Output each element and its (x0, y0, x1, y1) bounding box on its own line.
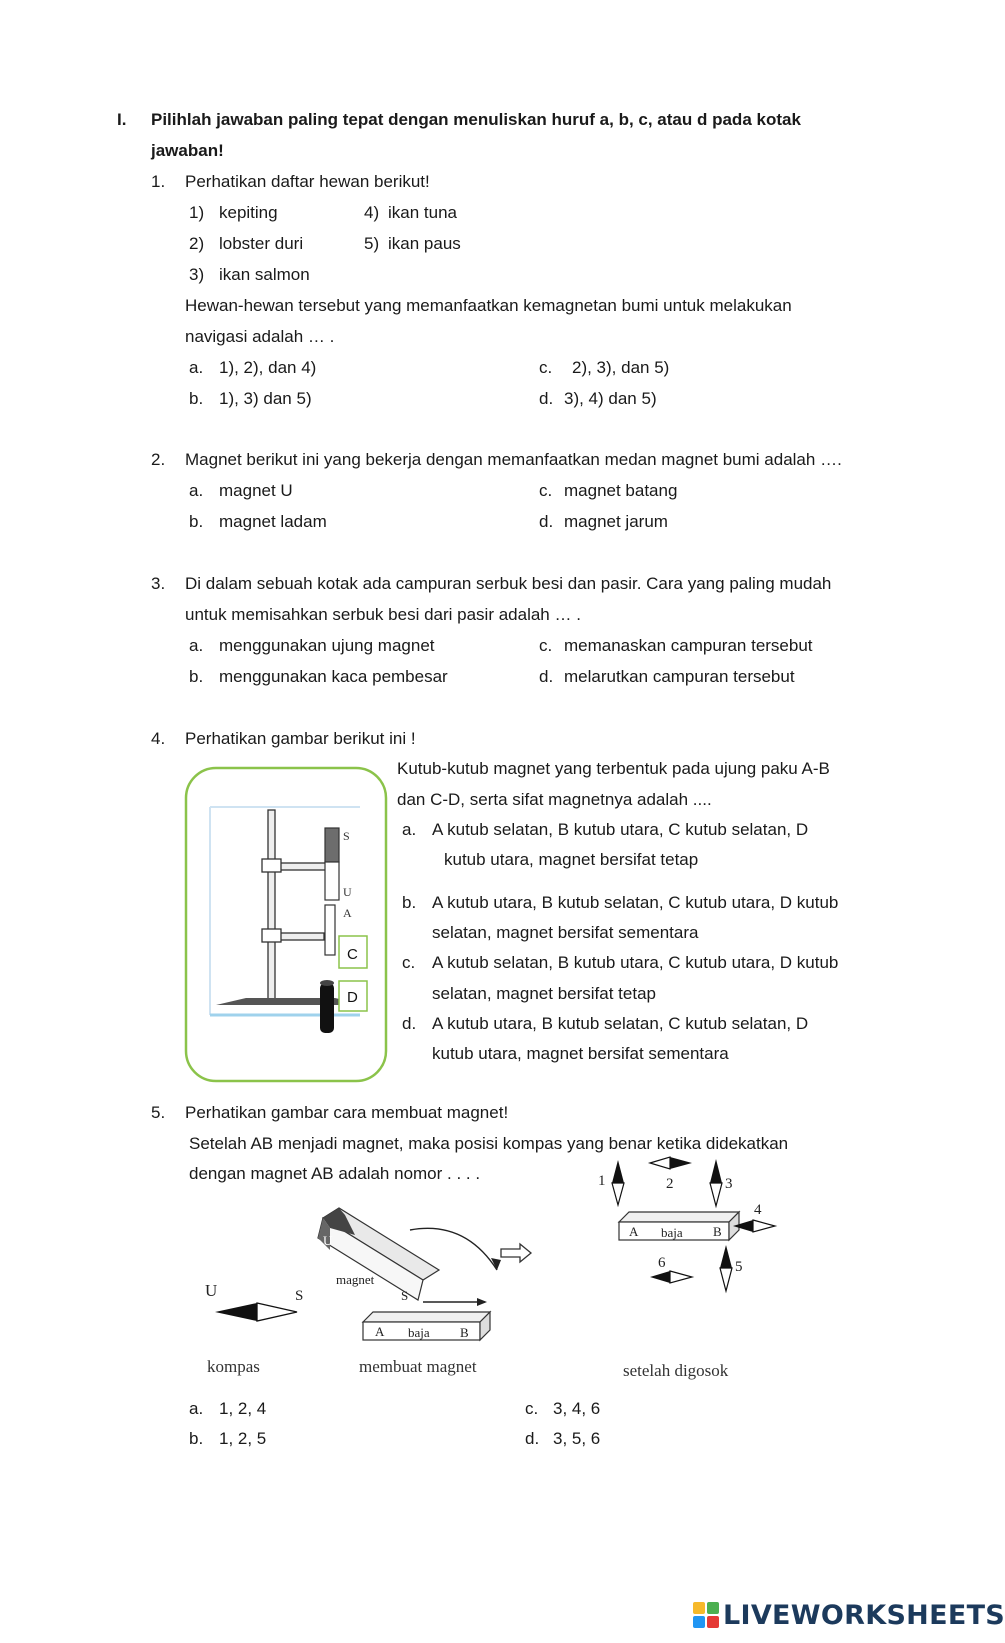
compass-number-2: 2 (666, 1176, 674, 1192)
section-number: I. (117, 110, 127, 129)
question-text: Magnet berikut ini yang bekerja dengan memanfaatkan medan magnet bumi adalah …. (185, 450, 842, 469)
animal-item-num: 3) (189, 265, 205, 284)
compass-u-label: U (205, 1281, 218, 1300)
option-d-cont: kutub utara, magnet bersifat sementara (432, 1044, 729, 1063)
section-instruction-cont: jawaban! (151, 141, 224, 160)
option-letter: c. (539, 358, 553, 377)
compass-5 (720, 1245, 732, 1291)
animal-item: ikan salmon (219, 265, 310, 284)
option-b: A kutub utara, B kutub selatan, C kutub utara, D kutub (432, 893, 839, 912)
option-letter: d. (402, 1014, 417, 1033)
option-letter: a. (189, 358, 204, 377)
compass-caption: kompas (207, 1357, 260, 1376)
question-text: Perhatikan gambar berikut ini ! (185, 729, 416, 748)
option-a: menggunakan ujung magnet (219, 636, 435, 655)
magnet-label: magnet (336, 1272, 375, 1287)
compass-number-4: 4 (754, 1202, 762, 1218)
option-letter: b. (189, 512, 204, 531)
compass-1 (612, 1160, 624, 1205)
option-d: 3, 5, 6 (553, 1429, 601, 1448)
compass-number-1: 1 (598, 1173, 606, 1189)
question-prompt: Hewan-hewan tersebut yang memanfaatkan kemagnetan bumi untuk melakukan (185, 296, 792, 315)
animal-item: ikan tuna (388, 203, 457, 222)
animal-item: ikan paus (388, 234, 461, 253)
question-text: Perhatikan daftar hewan berikut! (185, 172, 430, 191)
animal-item-num: 4) (364, 203, 380, 222)
option-c: memanaskan campuran tersebut (564, 636, 813, 655)
option-c: A kutub selatan, B kutub utara, C kutub utara, D kutub (432, 953, 839, 972)
option-letter: d. (539, 512, 554, 531)
bar-a-label: A (375, 1324, 385, 1339)
question-prompt-cont: dengan magnet AB adalah nomor . . . . (189, 1164, 481, 1183)
question-number: 3. (151, 574, 166, 593)
option-letter: a. (189, 636, 204, 655)
label-a: A (343, 906, 352, 920)
option-letter: a. (189, 481, 204, 500)
logo-mark-icon (693, 1602, 719, 1628)
transition-arrow (501, 1244, 531, 1262)
option-d: magnet jarum (564, 512, 668, 531)
option-d: 3), 4) dan 5) (564, 389, 657, 408)
logo-text: LIVEWORKSHEETS (723, 1599, 1005, 1631)
option-letter: b. (189, 389, 204, 408)
option-d: melarutkan campuran tersebut (564, 667, 795, 686)
option-d: A kutub utara, B kutub selatan, C kutub selatan, D (432, 1014, 809, 1033)
question-text: Di dalam sebuah kotak ada campuran serbuk besi dan pasir. Cara yang paling mudah (185, 574, 832, 593)
question-number: 1. (151, 172, 166, 191)
option-letter: d. (539, 389, 554, 408)
option-letter: d. (539, 667, 554, 686)
question-prompt-cont: dan C-D, serta sifat magnetnya adalah .... (397, 790, 712, 809)
option-letter: c. (525, 1399, 539, 1418)
option-b: menggunakan kaca pembesar (219, 667, 448, 686)
section-instruction: Pilihlah jawaban paling tepat dengan menuliskan huruf a, b, c, atau d pada kotak (151, 110, 801, 129)
animal-item-num: 5) (364, 234, 380, 253)
figure-frame (186, 768, 386, 1081)
animal-item: lobster duri (219, 234, 304, 253)
option-letter: c. (539, 636, 553, 655)
option-a: 1, 2, 4 (219, 1399, 267, 1418)
option-letter: b. (189, 667, 204, 686)
option-a: 1), 2), dan 4) (219, 358, 317, 377)
option-c: 3, 4, 6 (553, 1399, 601, 1418)
option-b: 1, 2, 5 (219, 1429, 267, 1448)
question-text: Perhatikan gambar cara membuat magnet! (185, 1103, 509, 1122)
question-text-cont: untuk memisahkan serbuk besi dari pasir adalah … . (185, 605, 581, 624)
compass-3 (710, 1159, 722, 1206)
option-b: 1), 3) dan 5) (219, 389, 312, 408)
bar-a-label: A (629, 1224, 639, 1239)
option-c: magnet batang (564, 481, 678, 500)
compass-number-6: 6 (658, 1255, 666, 1271)
compass-6 (650, 1271, 692, 1283)
box-c-text: C (347, 946, 358, 963)
dark-nail (320, 983, 334, 1033)
nail (325, 905, 335, 955)
label-s: S (343, 829, 350, 843)
after-caption: setelah digosok (623, 1361, 729, 1380)
option-a: magnet U (219, 481, 293, 500)
animal-item: kepiting (219, 203, 278, 222)
option-letter: b. (189, 1429, 204, 1448)
animal-item-num: 2) (189, 234, 205, 253)
question-prompt: Setelah AB menjadi magnet, maka posisi kompas yang benar ketika didekatkan (189, 1134, 789, 1153)
box-d-text: D (347, 989, 358, 1006)
option-a-cont: kutub utara, magnet bersifat tetap (444, 850, 699, 869)
bar-text: baja (408, 1325, 430, 1340)
logo-square (693, 1616, 705, 1628)
question-prompt-cont: navigasi adalah … . (185, 327, 335, 346)
option-b-cont: selatan, magnet bersifat sementara (432, 923, 699, 942)
option-letter: c. (402, 953, 416, 972)
option-c-cont: selatan, magnet bersifat tetap (432, 984, 656, 1003)
compass-2 (650, 1157, 692, 1169)
question-number: 4. (151, 729, 166, 748)
magnet-s-label: S (401, 1288, 409, 1303)
option-b: magnet ladam (219, 512, 327, 531)
option-letter: a. (402, 820, 417, 839)
compass-needle (215, 1303, 297, 1321)
bar-text: baja (661, 1225, 683, 1240)
magnet-bar (325, 828, 339, 862)
option-letter: b. (402, 893, 417, 912)
bar-b-label: B (460, 1325, 469, 1340)
animal-item-num: 1) (189, 203, 205, 222)
logo-square (707, 1616, 719, 1628)
logo-square (707, 1602, 719, 1614)
option-letter: a. (189, 1399, 204, 1418)
compass-number-3: 3 (725, 1176, 733, 1192)
liveworksheets-logo[interactable] (693, 1598, 1005, 1632)
compass-s-label: S (295, 1288, 304, 1304)
question-number: 5. (151, 1103, 166, 1122)
option-letter: c. (539, 481, 553, 500)
making-caption: membuat magnet (359, 1357, 477, 1376)
stand-pole (268, 810, 275, 1002)
option-letter: d. (525, 1429, 540, 1448)
nail-magnet-figure (180, 765, 394, 1085)
question-prompt: Kutub-kutub magnet yang terbentuk pada ujung paku A-B (397, 759, 830, 778)
compass-number-5: 5 (735, 1259, 743, 1275)
question-number: 2. (151, 450, 166, 469)
option-c: 2), 3), dan 5) (572, 358, 670, 377)
option-a: A kutub selatan, B kutub utara, C kutub selatan, D (432, 820, 809, 839)
bar-b-label: B (713, 1224, 722, 1239)
label-u: U (343, 885, 352, 899)
magnet-u-label: U (323, 1233, 333, 1248)
logo-square (693, 1602, 705, 1614)
